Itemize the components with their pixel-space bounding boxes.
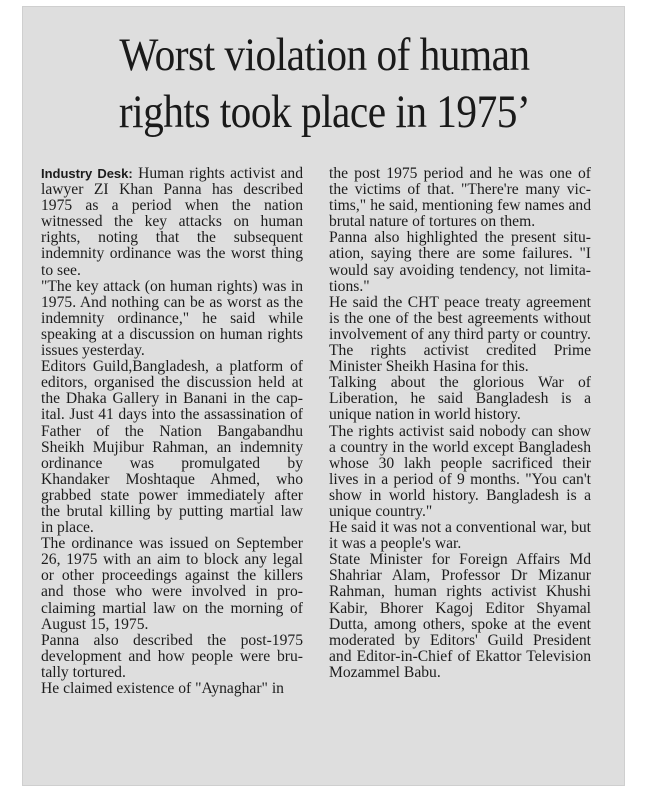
newspaper-clipping [22, 6, 625, 786]
byline: Industry Desk: [41, 166, 133, 181]
paragraph-text: Human rights activist and lawyer ZI Khan Panna has described 1975 as a period when the nation witnessed the key attacks on human rights, noting that the subsequent indemnity ordinance was the worst thing to see. [41, 165, 303, 279]
headline-line-2: rights took place in 1975’ [118, 86, 531, 138]
article-paragraph: The rights activist said nobody can show a country in the world except Bangladesh whose 30 lakh people sacrificed their lives in a period of 9 months. "You can't show in world history. Bangladesh is a unique country." [329, 422, 591, 520]
headline-line-1: Worst violation of human [119, 29, 530, 81]
article-paragraph: State Minister for Foreign Affairs Md Shahriar Alam, Professor Dr Mizanur Rahman, human rights activist Khushi Kabir, Bhorer Kagoj Editor Shyamal Dutta, among others, spoke at the event moderated by Editors' Guild President and Editor-in-Chief of Ekattor Television Mozammel Babu. [329, 551, 591, 681]
article-paragraph: Panna also highlighted the present situation, saying there are some failures. "I would say avoiding tendency, not limitations." [329, 229, 591, 295]
article-paragraph: He claimed existence of "Aynaghar" in [41, 680, 284, 697]
article-paragraph: Editors Guild,Bangladesh, a platform of editors, organised the discussion held at the Dhaka Gallery in Banani in the capital. Just 41 days into the assassination of Father of the Nation Bangabandhu Sheikh Mujibur Rahman, an indemnity ordinance was promulgated by Khandaker Moshtaque Ahmed, who grabbed state power immediately after the brutal killing by putting martial law in place. [41, 358, 303, 537]
article-paragraph: The ordinance was issued on September 26, 1975 with an aim to block any legal or other proceedings against the killers and those who were involved in proclaiming martial law on the morning of August 15, 1975. [41, 535, 303, 633]
article-paragraph: the post 1975 period and he was one of the victims of that. "There're many victims," he said, mentioning few names and brutal nature of tortures on them. [329, 165, 591, 231]
article-column-right [329, 166, 591, 681]
article-paragraph: The rights activist credited Prime Minister Sheikh Hasina for this. [329, 342, 591, 376]
article-paragraph [41, 166, 303, 279]
article-column-left [41, 166, 303, 697]
article-paragraph: Talking about the glorious War of Liberation, he said Bangladesh is a unique nation in world history. [329, 374, 591, 424]
article-paragraph: He said it was not a conventional war, but it was a people's war. [329, 519, 591, 553]
article-paragraph: He said the CHT peace treaty agreement is the one of the best agreements without involvement of any third party or country. [329, 293, 591, 343]
article-paragraph: Panna also described the post-1975 development and how people were brutally tortured. [41, 631, 303, 681]
headline [59, 27, 590, 141]
article-paragraph: "The key attack (on human rights) was in 1975. And nothing can be as worst as the indemnity ordinance," he said while speaking at a discussion on human rights issues yesterday. [41, 277, 303, 360]
